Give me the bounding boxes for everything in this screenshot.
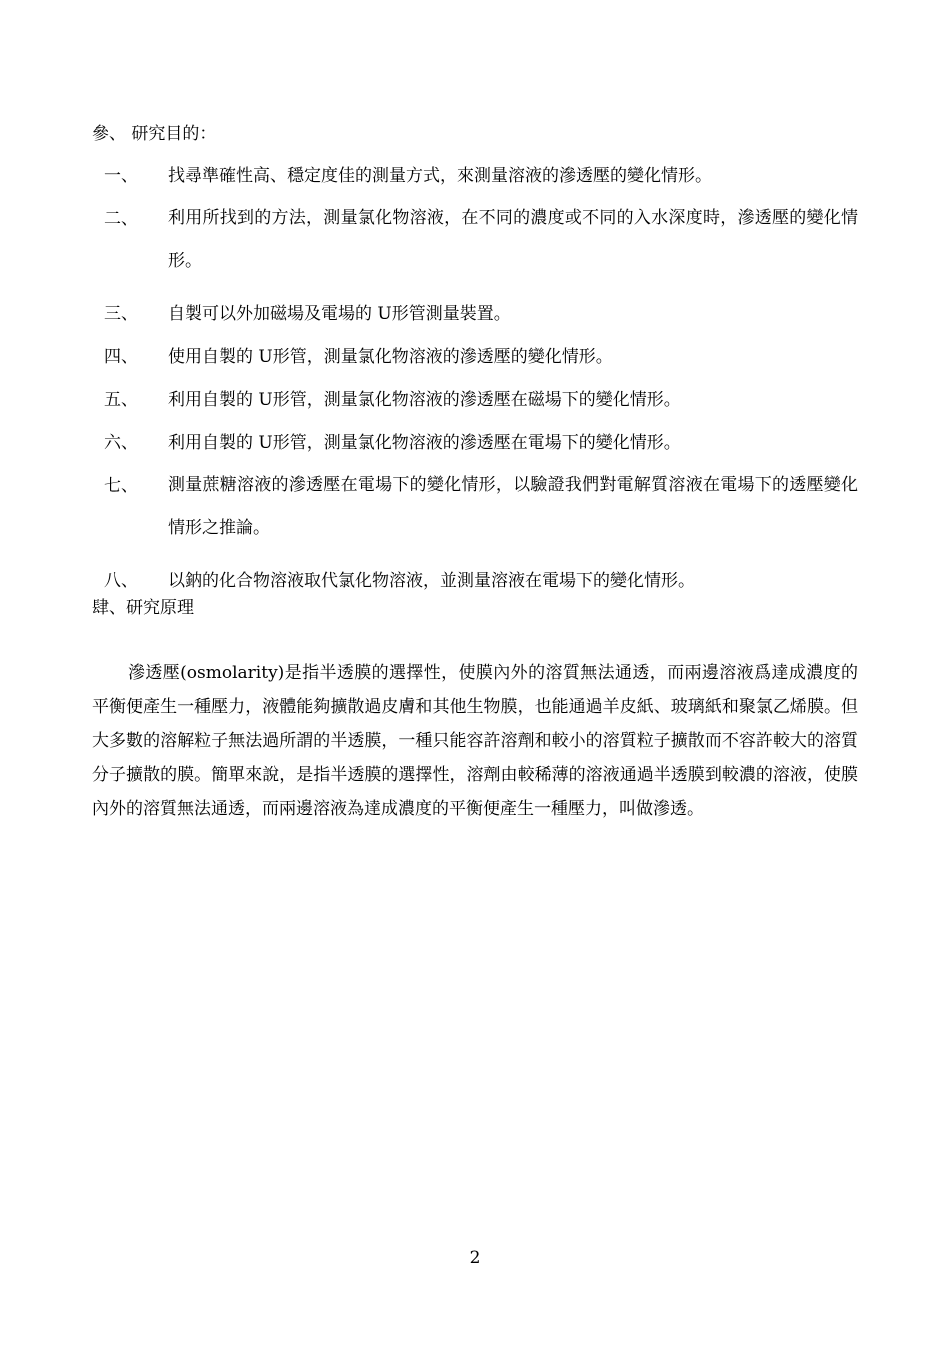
list-item-number: 三、: [104, 304, 138, 324]
list-item-text: 利用所找到的方法，測量氯化物溶液，在不同的濃度或不同的入水深度時，滲透壓的變化情形。: [168, 208, 858, 271]
section-3-heading: 參、 研究目的：: [92, 124, 217, 144]
list-item: [0, 569, 950, 593]
list-item-number: 七、: [104, 476, 138, 496]
list-item-text: 利用自製的 U形管，測量氯化物溶液的滲透壓在磁場下的變化情形。: [168, 390, 681, 410]
list-item: [0, 164, 950, 188]
list-item-text: 自製可以外加磁場及電場的 U形管測量裝置。: [168, 304, 511, 324]
page-number: 2: [469, 1248, 481, 1268]
list-item: [0, 431, 950, 455]
list-item-number: 五、: [104, 390, 138, 410]
list-item-text: 使用自製的 U形管，測量氯化物溶液的滲透壓的變化情形。: [168, 347, 613, 367]
list-item-text: 測量蔗糖溶液的滲透壓在電場下的變化情形，以驗證我們對電解質溶液在電場下的透壓變化情形之推論。: [168, 475, 858, 538]
objectives-list: [0, 164, 950, 612]
list-item-text: 以鈉的化合物溶液取代氯化物溶液，並測量溶液在電場下的變化情形。: [168, 571, 695, 591]
list-item-number: 二、: [104, 209, 138, 229]
list-item-number: 四、: [104, 347, 138, 367]
section-4-heading: 肆、研究原理: [92, 598, 194, 618]
list-item-text: 找尋準確性高、穩定度佳的測量方式，來測量溶液的滲透壓的變化情形。: [168, 166, 712, 186]
list-item: [0, 345, 950, 369]
list-item-number: 六、: [104, 433, 138, 453]
list-item: [0, 474, 950, 550]
list-item: [0, 302, 950, 326]
list-item-text: 利用自製的 U形管，測量氯化物溶液的滲透壓在電場下的變化情形。: [168, 433, 681, 453]
list-item: [0, 207, 950, 283]
list-item-number: 八、: [104, 571, 138, 591]
list-item: [0, 388, 950, 412]
list-item-number: 一、: [104, 166, 138, 186]
principle-paragraph: 滲透壓(osmolarity)是指半透膜的選擇性，使膜內外的溶質無法通透，而兩邊溶液爲達成濃度的平衡便產生一種壓力，液體能夠擴散過皮膚和其他生物膜，也能通過羊皮紙、玻璃紙和聚氯乙烯膜。但大多數的溶解粒子無法過所謂的半透膜，一種只能容許溶劑和較小的溶質粒子擴散而不容許較大的溶質分子擴散的膜。簡單來說，是指半透膜的選擇性，溶劑由較稀薄的溶液通過半透膜到較濃的溶液，使膜內外的溶質無法通透，而兩邊溶液為達成濃度的平衡便產生一種壓力，叫做滲透。: [92, 663, 858, 819]
